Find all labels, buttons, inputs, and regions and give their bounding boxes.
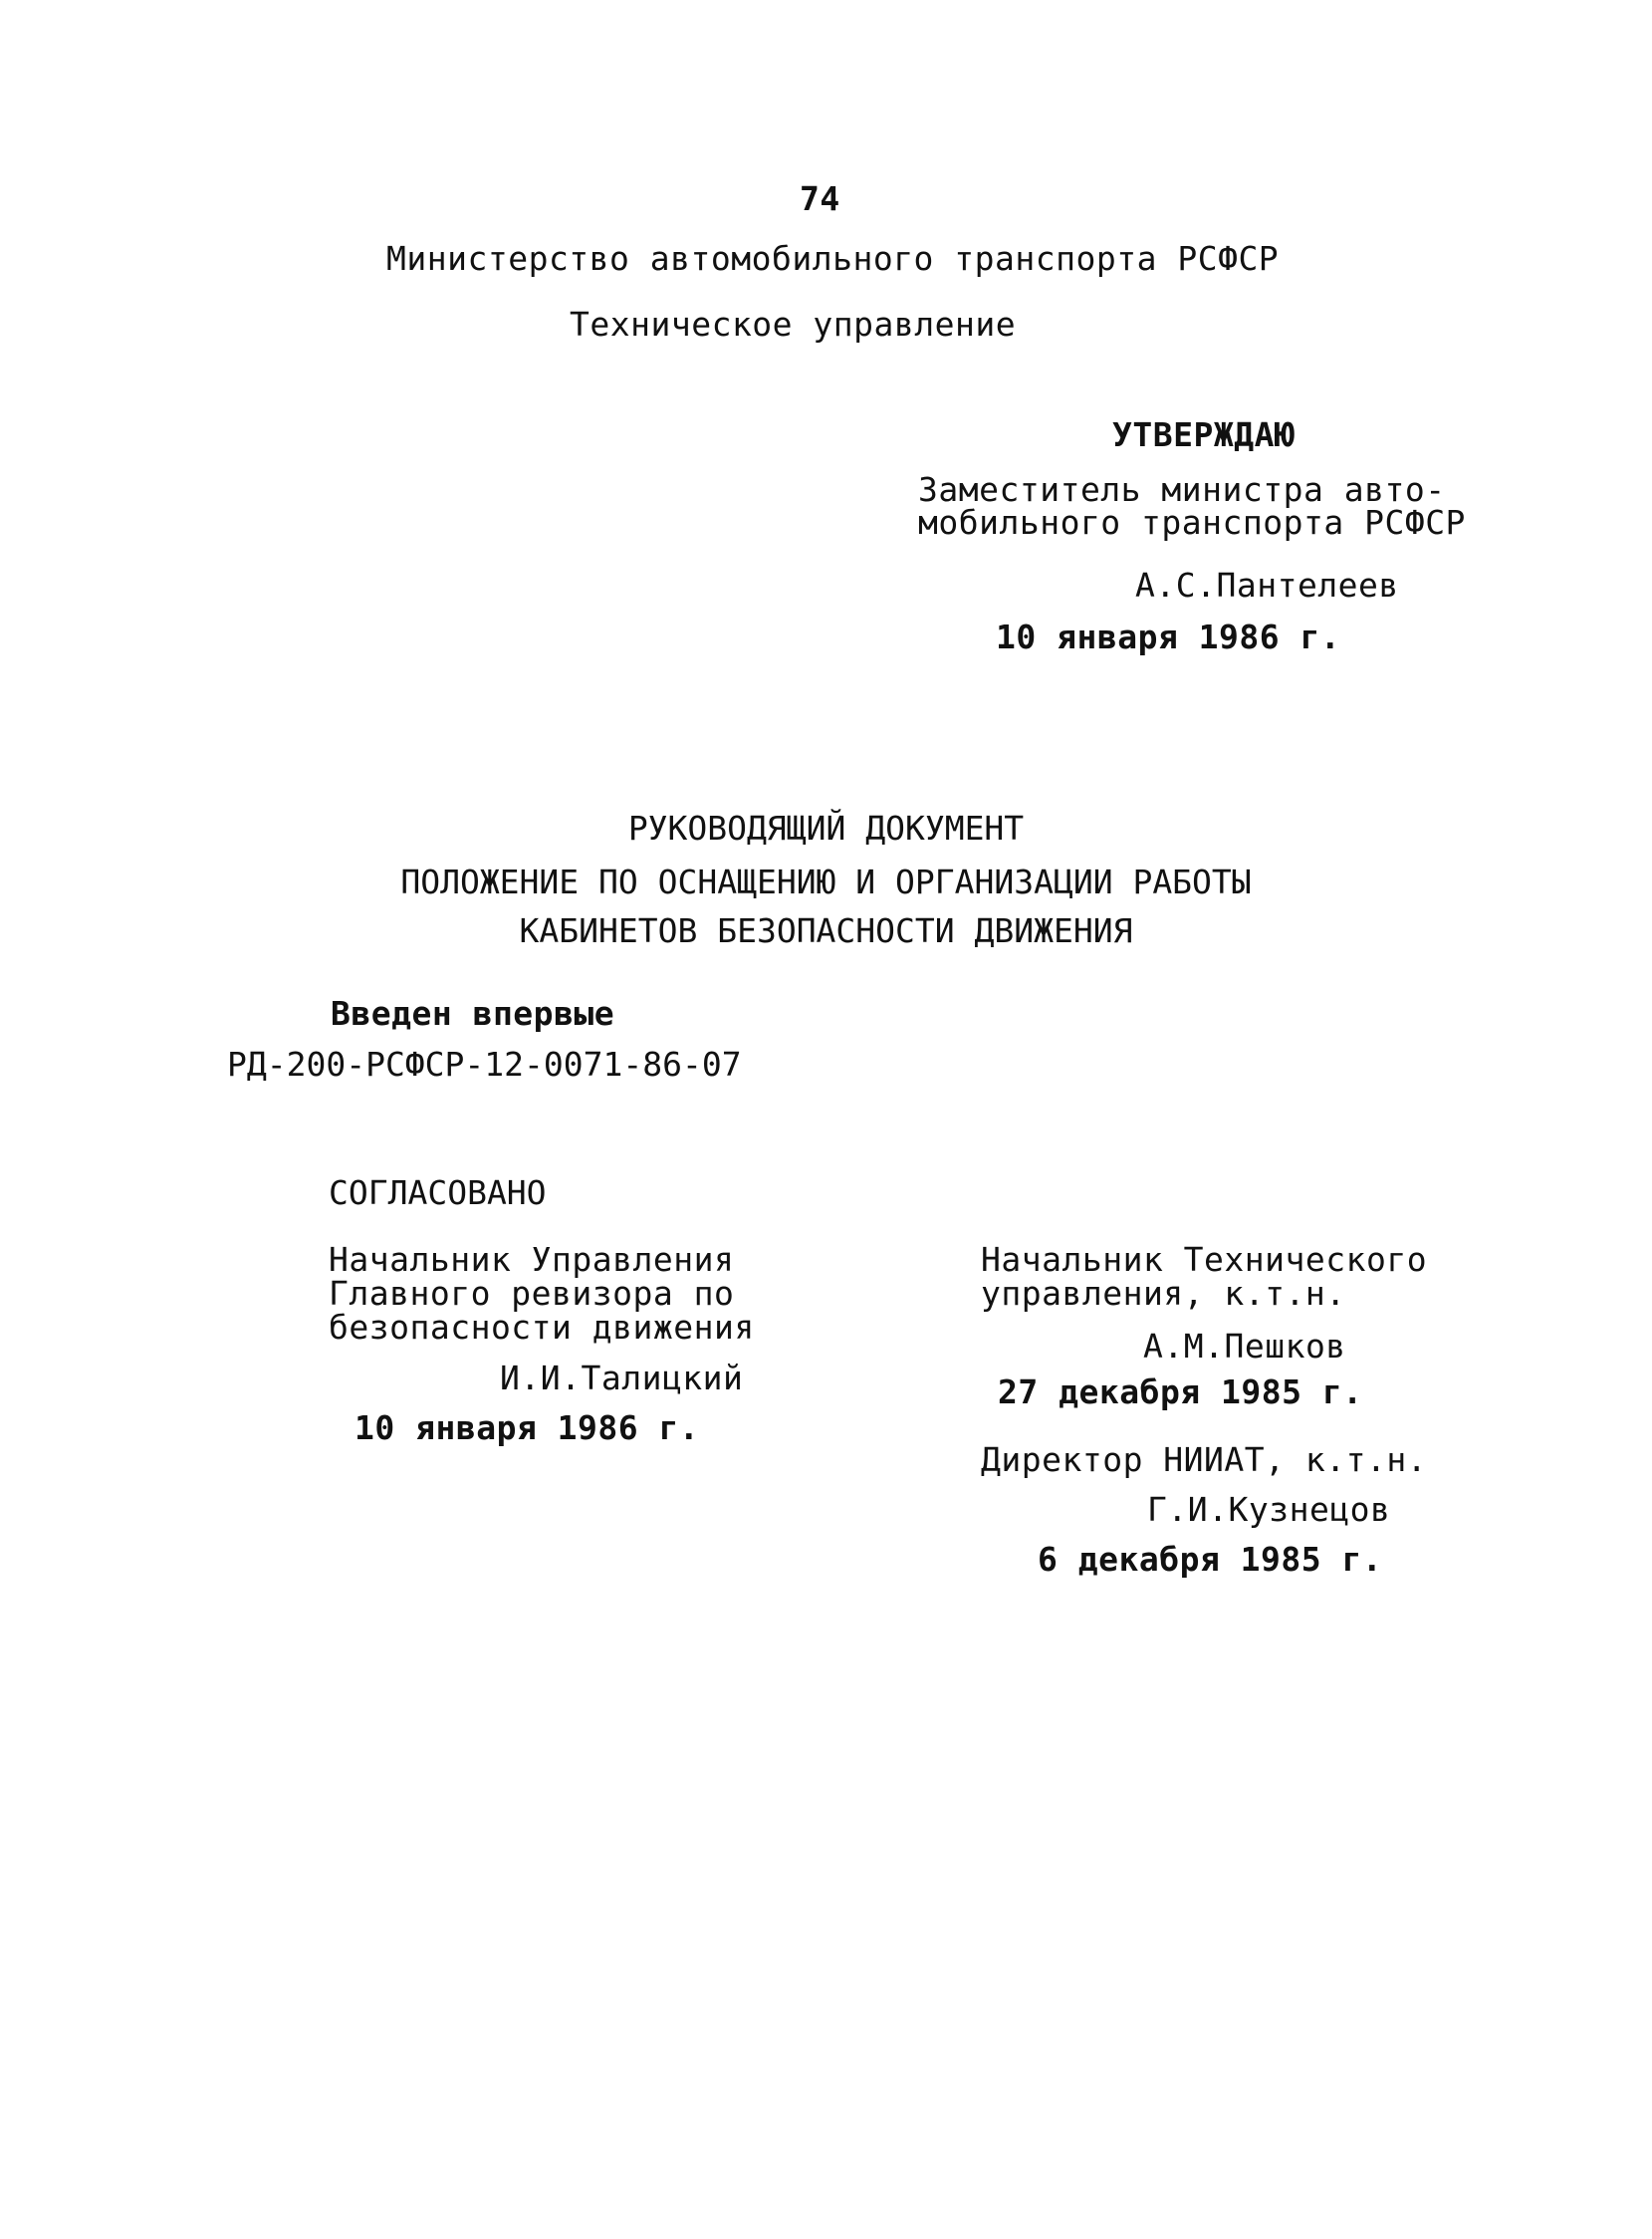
approval-heading: УТВЕРЖДАЮ [1112, 415, 1296, 454]
approval-position-line1: Заместитель министра авто- [918, 470, 1446, 509]
agreed-right2-name: Г.И.Кузнецов [1147, 1490, 1391, 1529]
department-name: Техническое управление [570, 305, 1017, 344]
agreed-right2-date: 6 декабря 1985 г. [1038, 1540, 1383, 1579]
title-line1: РУКОВОДЯЩИЙ ДОКУМЕНТ [627, 809, 1025, 848]
introduced-label: Введен впервые [331, 994, 615, 1033]
document-code: РД-200-РСФСР-12-0071-86-07 [227, 1045, 742, 1084]
title-line3: КАБИНЕТОВ БЕЗОПАСНОСТИ ДВИЖЕНИЯ [519, 911, 1133, 950]
approval-position-line2: мобильного транспорта РСФСР [918, 503, 1466, 542]
page-number: 74 [800, 179, 840, 218]
approval-name: А.С.Пантелеев [1135, 566, 1399, 605]
title-line2: ПОЛОЖЕНИЕ ПО ОСНАЩЕНИЮ И ОРГАНИЗАЦИИ РАБОТЫ [400, 863, 1252, 901]
agreed-left-line2: Главного ревизора по [329, 1274, 735, 1313]
agreed-right1-line1: Начальник Технического [981, 1240, 1428, 1279]
agreed-left-line1: Начальник Управления [329, 1240, 735, 1279]
agreed-right1-date: 27 декабря 1985 г. [998, 1372, 1363, 1411]
agreed-heading: СОГЛАСОВАНО [329, 1173, 547, 1212]
agreed-left-name: И.И.Талицкий [500, 1359, 744, 1397]
agreed-right1-name: А.М.Пешков [1143, 1327, 1346, 1366]
agreed-right1-line2: управления, к.т.н. [981, 1274, 1346, 1313]
approval-date: 10 января 1986 г. [996, 618, 1341, 656]
agreed-right2-line1: Директор НИИАТ, к.т.н. [981, 1440, 1428, 1479]
agreed-left-line3: безопасности движения [329, 1308, 755, 1347]
ministry-name: Министерство автомобильного транспорта РСФСР [386, 239, 1280, 278]
agreed-left-date: 10 января 1986 г. [354, 1408, 700, 1447]
